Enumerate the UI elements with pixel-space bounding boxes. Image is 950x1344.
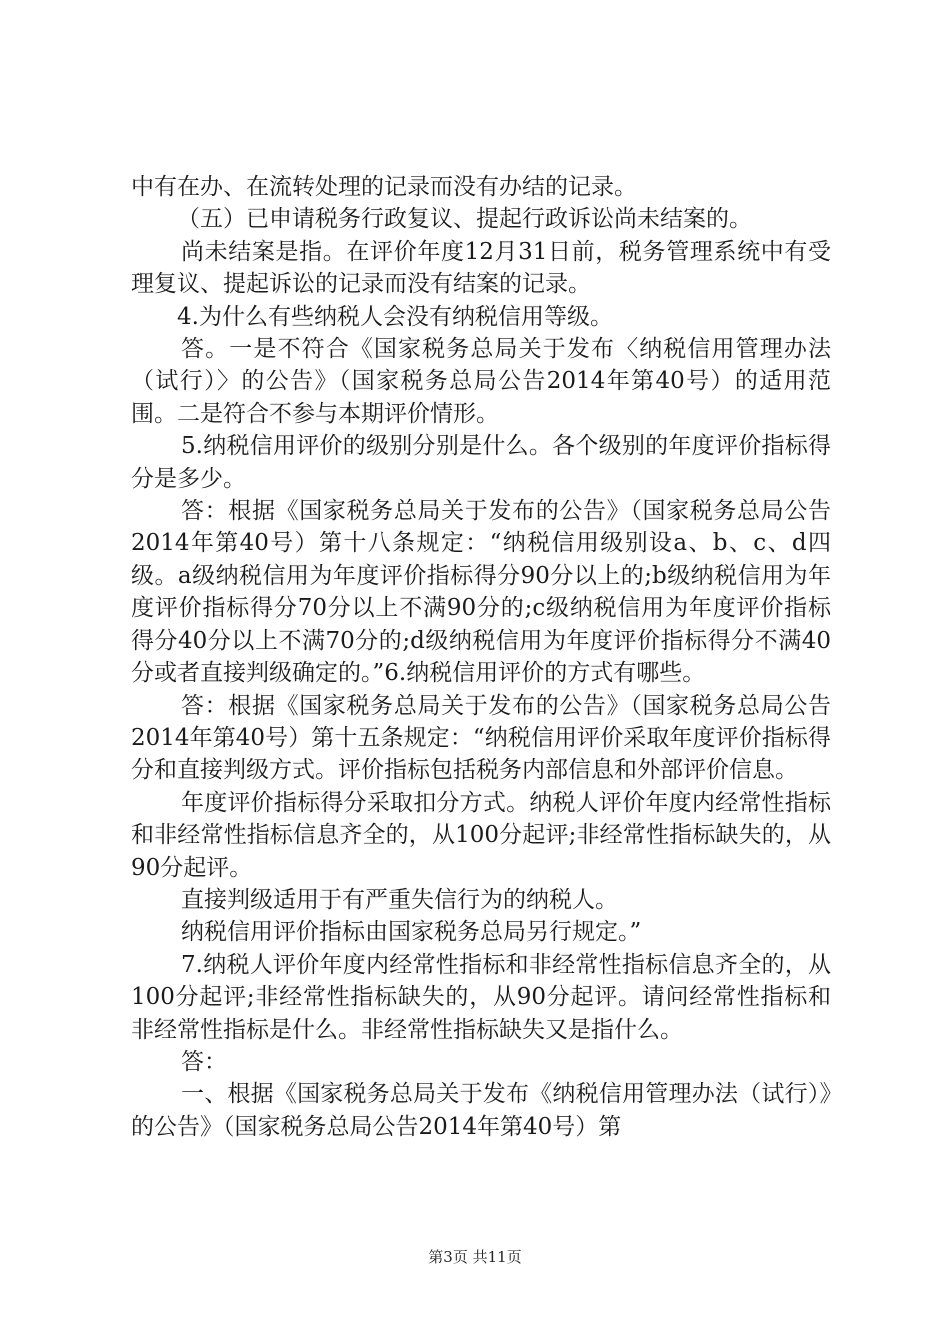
paragraph-continuation: 中有在办、在流转处理的记录而没有办结的记录。 [131, 174, 637, 200]
paragraph-scoring: 年度评价指标得分采取扣分方式。纳税人评价年度内经常性指标和非经常性指标信息齐全的，从100分起评;非经常性指标缺失的，从90分起评。 [131, 789, 831, 881]
page-number-footer: 第3页 共11页 [428, 1248, 522, 1266]
answer-6: 答：根据《国家税务总局关于发布的公告》（国家税务总局公告2014年第40号）第十五条规定：“纳税信用评价采取年度评价指标得分和直接判级方式。评价指标包括税务内部信息和外部评价信息。 [131, 692, 831, 784]
question-7: 7.纳税人评价年度内经常性指标和非经常性指标信息齐全的，从100分起评;非经常性指标缺失的，从90分起评。请问经常性指标和非经常性指标是什么。非经常性指标缺失又是指什么。 [131, 951, 831, 1043]
answer-7-part-1: 一、根据《国家税务总局关于发布《纳税信用管理办法（试行）》的公告》（国家税务总局公告2014年第40号）第 [131, 1081, 831, 1140]
answer-4: 答。一是不符合《国家税务总局关于发布〈纳税信用管理办法（试行）〉的公告》（国家税务总局公告2014年第40号）的适用范围。二是符合不参与本期评价情形。 [131, 336, 831, 427]
paragraph-item-five: （五）已申请税务行政复议、提起行政诉讼尚未结案的。 [177, 206, 752, 233]
paragraph-definition: 尚未结案是指。在评价年度12月31日前，税务管理系统中有受理复议、提起诉讼的记录而没有结案的记录。 [131, 238, 831, 298]
answer-5: 答：根据《国家税务总局关于发布的公告》（国家税务总局公告2014年第40号）第十八条规定：“纳税信用级别设a、b、c、d四级。a级纳税信用为年度评价指标得分90分以上的;b级纳税信用为年度评价指标得分70分以上不满90分的;c级纳税信用为年度评价指标得分40分以上不满70分的;d级纳税信用为年度评价指标得分不满40分或者直接判级确定的。”6.纳税信用评价的方式有哪些。 [131, 498, 831, 687]
document-body [131, 171, 831, 1143]
paragraph-indicators: 纳税信用评价指标由国家税务总局另行规定。” [181, 919, 642, 946]
question-5: 5.纳税信用评价的级别分别是什么。各个级别的年度评价指标得分是多少。 [131, 433, 831, 492]
question-4: 4.为什么有些纳税人会没有纳税信用等级。 [177, 303, 613, 330]
answer-7-label: 答： [181, 1048, 227, 1075]
paragraph-direct-rating: 直接判级适用于有严重失信行为的纳税人。 [181, 886, 618, 913]
